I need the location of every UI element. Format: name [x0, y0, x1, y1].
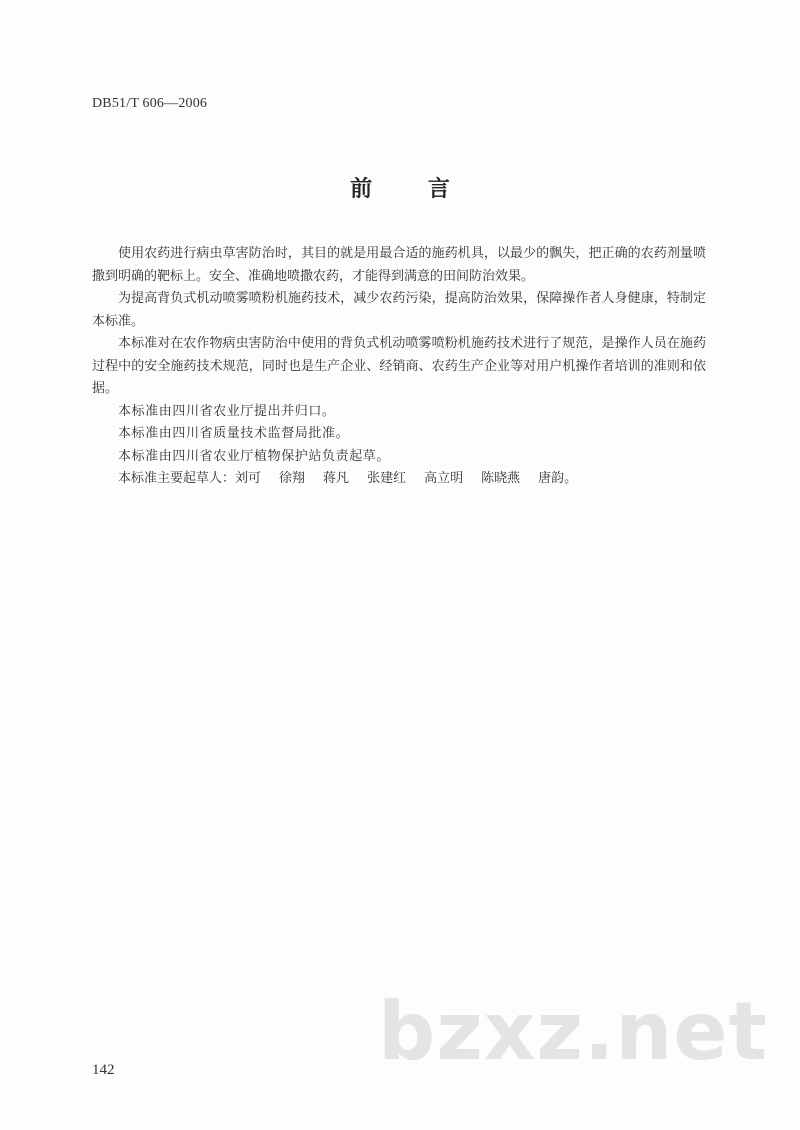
drafters-label: 本标准主要起草人：	[118, 471, 236, 486]
page-title: 前 言	[350, 177, 474, 202]
paragraph-purpose: 使用农药进行病虫草害防治时，其目的就是用最合适的施药机具，以最少的飘失，把正确的农药剂量喷撒到明确的靶标上。安全、准确地喷撒农药，才能得到满意的田间防治效果。	[92, 246, 706, 284]
drafter-name: 高立明	[424, 471, 464, 486]
drafter-name: 唐韵。	[538, 471, 578, 486]
paragraph-drafting-unit: 本标准由四川省农业厅植物保护站负责起草。	[118, 448, 391, 464]
standard-code: DB51/T 606—2006	[92, 96, 208, 111]
drafter-name: 张建红	[367, 471, 407, 486]
paragraph-motivation: 为提高背负式机动喷雾喷粉机施药技术，减少农药污染，提高防治效果，保障操作者人身健康，特制定本标准。	[92, 291, 706, 329]
paragraph-scope: 本标准对在农作物病虫害防治中使用的背负式机动喷雾喷粉机施药技术进行了规范，是操作人员在施药过程中的安全施药技术规范，同时也是生产企业、经销商、农药生产企业等对用户机操作者培训的准则和依据。	[92, 336, 706, 396]
drafters-line	[92, 468, 706, 491]
drafter-name: 徐翔	[279, 471, 306, 486]
page-number: 142	[92, 1062, 115, 1078]
paragraph-approver: 本标准由四川省质量技术监督局批准。	[118, 426, 350, 441]
paragraph-proposer: 本标准由四川省农业厅提出并归口。	[118, 403, 336, 419]
drafter-name: 刘可	[235, 471, 262, 486]
site-watermark: bzxz.net	[378, 985, 768, 1078]
foreword-body	[92, 243, 706, 491]
drafter-name: 陈晓燕	[481, 471, 521, 486]
drafter-name: 蒋凡	[323, 471, 350, 486]
